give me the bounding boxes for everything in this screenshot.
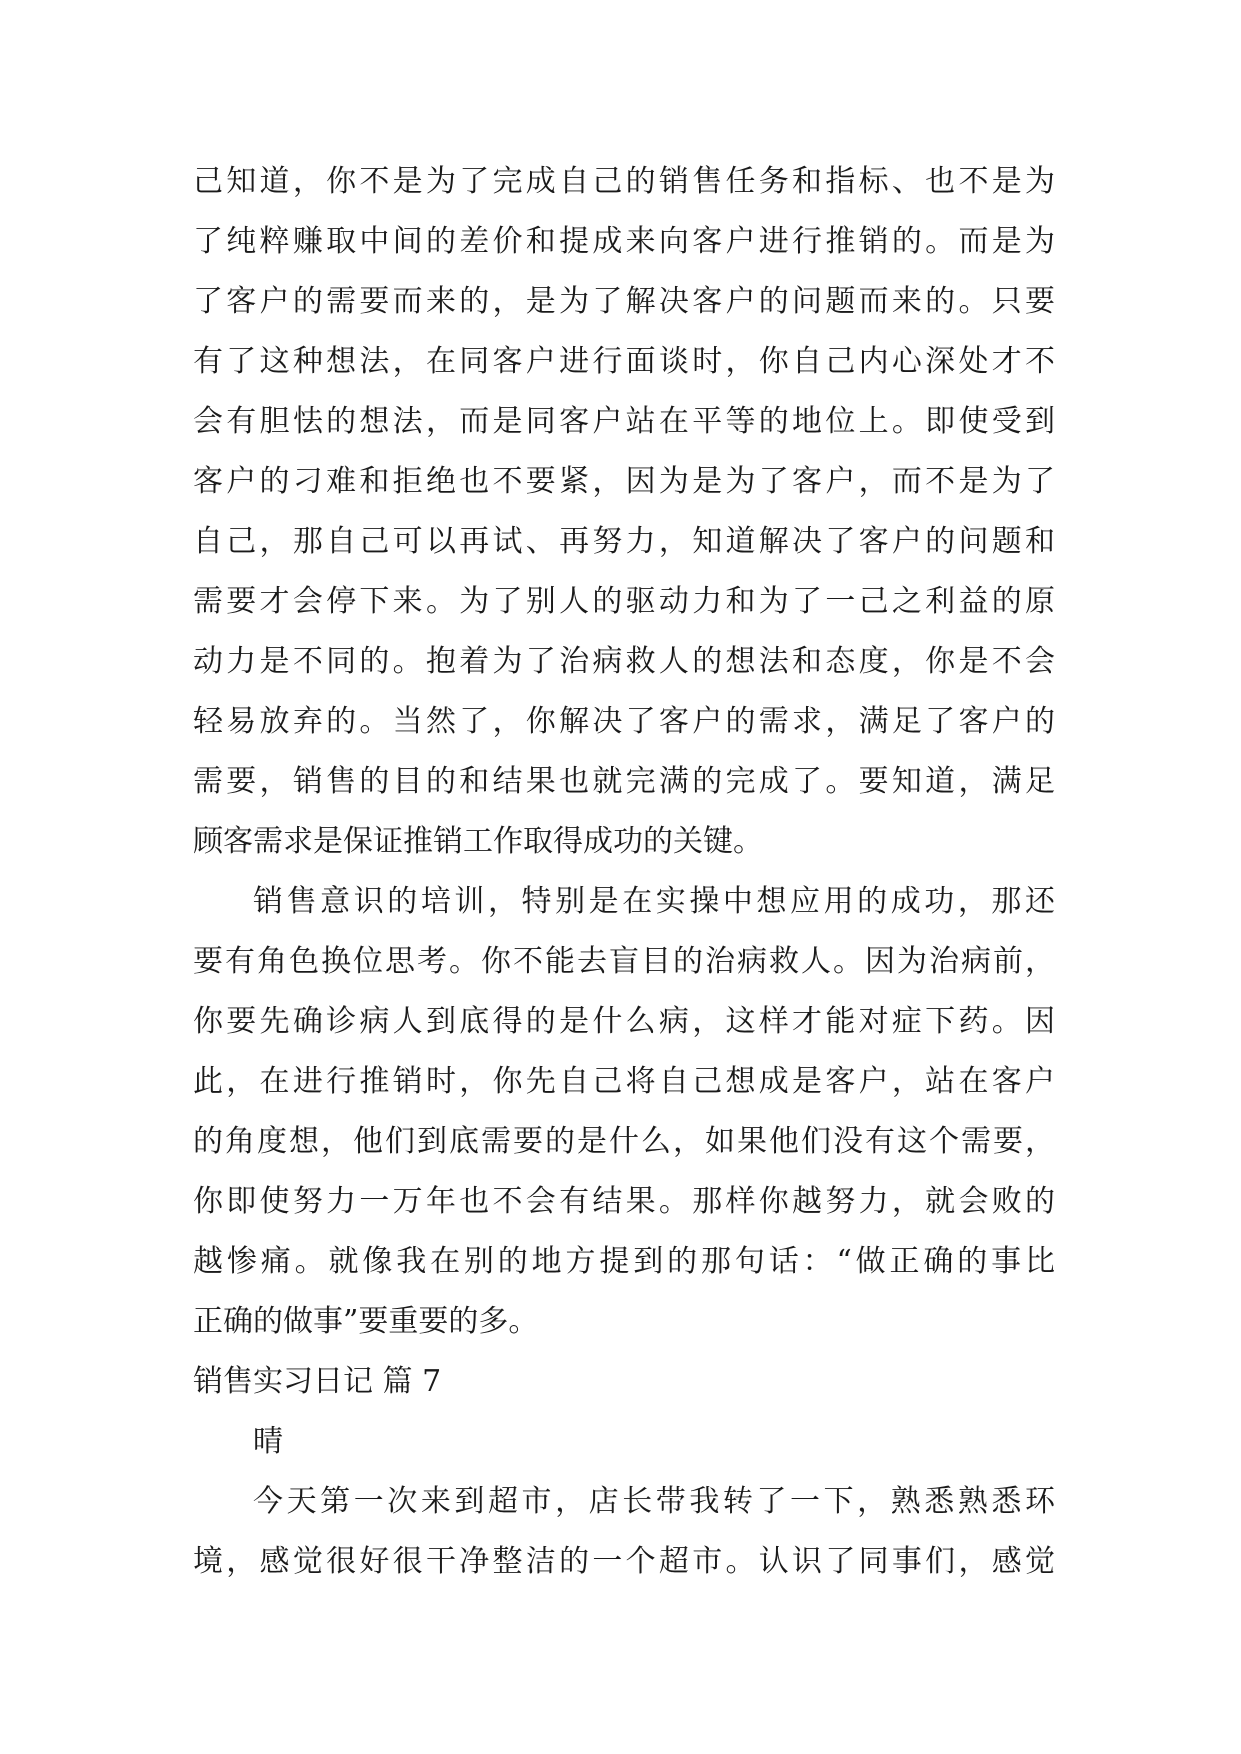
text-line: 了客户的需要而来的，是为了解决客户的问题而来的。只要 — [193, 284, 1055, 319]
paragraph-2 — [193, 872, 1055, 1352]
text-line: 今天第一次来到超市，店长带我转了一下，熟悉熟悉环 — [253, 1484, 1055, 1519]
text-line: 的角度想，他们到底需要的是什么，如果他们没有这个需要， — [193, 1124, 1055, 1159]
text-line: 你要先确诊病人到底得的是什么病，这样才能对症下药。因 — [193, 1004, 1055, 1039]
text-line: 己知道，你不是为了完成自己的销售任务和指标、也不是为 — [193, 164, 1055, 199]
text-line: 销售意识的培训，特别是在实操中想应用的成功，那还 — [253, 884, 1055, 919]
weather-line: 晴 — [253, 1424, 283, 1459]
text-line: 要有角色换位思考。你不能去盲目的治病救人。因为治病前， — [193, 944, 1055, 979]
paragraph-1 — [193, 152, 1055, 872]
paragraph-3 — [193, 1472, 1055, 1592]
text-line: 轻易放弃的。当然了，你解决了客户的需求，满足了客户的 — [193, 704, 1055, 739]
text-line: 自己，那自己可以再试、再努力，知道解决了客户的问题和 — [193, 524, 1055, 559]
text-line: 有了这种想法，在同客户进行面谈时，你自己内心深处才不 — [193, 344, 1055, 379]
text-line: 你即使努力一万年也不会有结果。那样你越努力，就会败的 — [193, 1184, 1055, 1219]
text-line: 了纯粹赚取中间的差价和提成来向客户进行推销的。而是为 — [193, 224, 1055, 259]
text-line: 顾客需求是保证推销工作取得成功的关键。 — [193, 824, 763, 859]
text-line: 越惨痛。就像我在别的地方提到的那句话：“做正确的事比 — [193, 1244, 1055, 1279]
section-heading: 销售实习日记 篇 7 — [193, 1364, 442, 1399]
text-line: 客户的刁难和拒绝也不要紧，因为是为了客户，而不是为了 — [193, 464, 1055, 499]
text-line: 会有胆怯的想法，而是同客户站在平等的地位上。即使受到 — [193, 404, 1055, 439]
text-line: 需要才会停下来。为了别人的驱动力和为了一己之利益的原 — [193, 584, 1055, 619]
document-page — [193, 152, 1055, 1592]
text-line: 正确的做事”要重要的多。 — [193, 1304, 539, 1339]
text-line: 动力是不同的。抱着为了治病救人的想法和态度，你是不会 — [193, 644, 1055, 679]
text-line: 此，在进行推销时，你先自己将自己想成是客户，站在客户 — [193, 1064, 1055, 1099]
text-line: 需要，销售的目的和结果也就完满的完成了。要知道，满足 — [193, 764, 1055, 799]
text-line: 境，感觉很好很干净整洁的一个超市。认识了同事们，感觉 — [193, 1544, 1055, 1579]
